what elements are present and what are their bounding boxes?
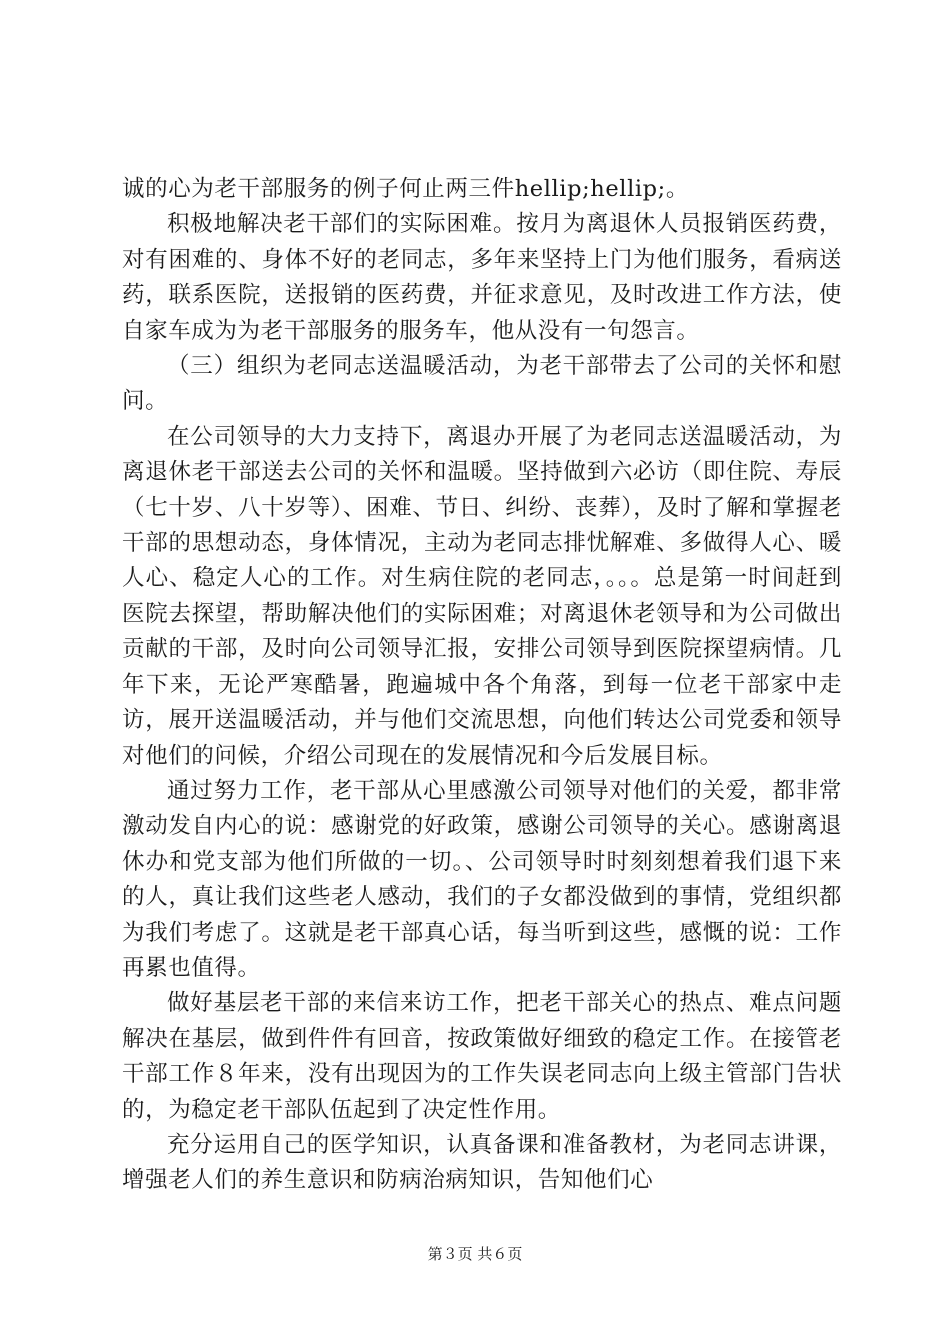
page-number-footer: 第３页 共６页: [427, 1245, 523, 1263]
document-body: [122, 172, 842, 1199]
paragraph-warmth-activity: 在公司领导的大力支持下，离退办开展了为老同志送温暖活动，为离退休老干部送去公司的关怀和温暖。坚持做到六必访（即住院、寿辰（七十岁、八十岁等）、困难、节日、纠纷、丧葬），及时了解和掌握老干部的思想动态，身体情况，主动为老同志排忧解难、多做得人心、暖人心、稳定人心的工作。对生病住院的老同志，。。。总是第一时间赶到医院去探望，帮助解决他们的实际困难；对离退休老领导和为公司做出贡献的干部，及时向公司领导汇报，安排公司领导到医院探望病情。几年下来，无论严寒酷暑，跑遍城中各个角落，到每一位老干部家中走访，展开送温暖活动，并与他们交流思想，向他们转达公司党委和领导对他们的问候，介绍公司现在的发展情况和今后发展目标。: [122, 423, 842, 769]
paragraph-letters-visits: 做好基层老干部的来信来访工作，把老干部关心的热点、难点问题解决在基层，做到件件有回音，按政策做好细致的稳定工作。在接管老干部工作８年来，没有出现因为的工作失误老同志向上级主管部门告状的，为稳定老干部队伍起到了决定性作用。: [122, 990, 842, 1123]
section-heading-warmth-activity: （三）组织为老同志送温暖活动，为老干部带去了公司的关怀和慰问。: [122, 353, 842, 415]
paragraph-medical-knowledge: 充分运用自己的医学知识，认真备课和准备教材，为老同志讲课，增强老人们的养生意识和防病治病知识，告知他们心: [122, 1131, 842, 1194]
paragraph-medical-expenses: 积极地解决老干部们的实际困难。按月为离退休人员报销医药费，对有困难的、身体不好的老同志，多年来坚持上门为他们服务，看病送药，联系医院，送报销的医药费，并征求意见，及时改进工作方法，使自家车成为为老干部服务的服务车，他从没有一句怨言。: [122, 211, 842, 344]
paragraph-gratitude: 通过努力工作，老干部从心里感激公司领导对他们的关爱，都非常激动发自内心的说：感谢党的好政策，感谢公司领导的关心。感谢离退休办和党支部为他们所做的一切。、公司领导时时刻刻想着我们退下来的人，真让我们这些老人感动，我们的子女都没做到的事情，党组织都为我们考虑了。这就是老干部真心话，每当听到这些，感慨的说：工作再累也值得。: [122, 777, 842, 981]
paragraph-continuation: 诚的心为老干部服务的例子何止两三件hellip;hellip;。: [122, 176, 689, 202]
